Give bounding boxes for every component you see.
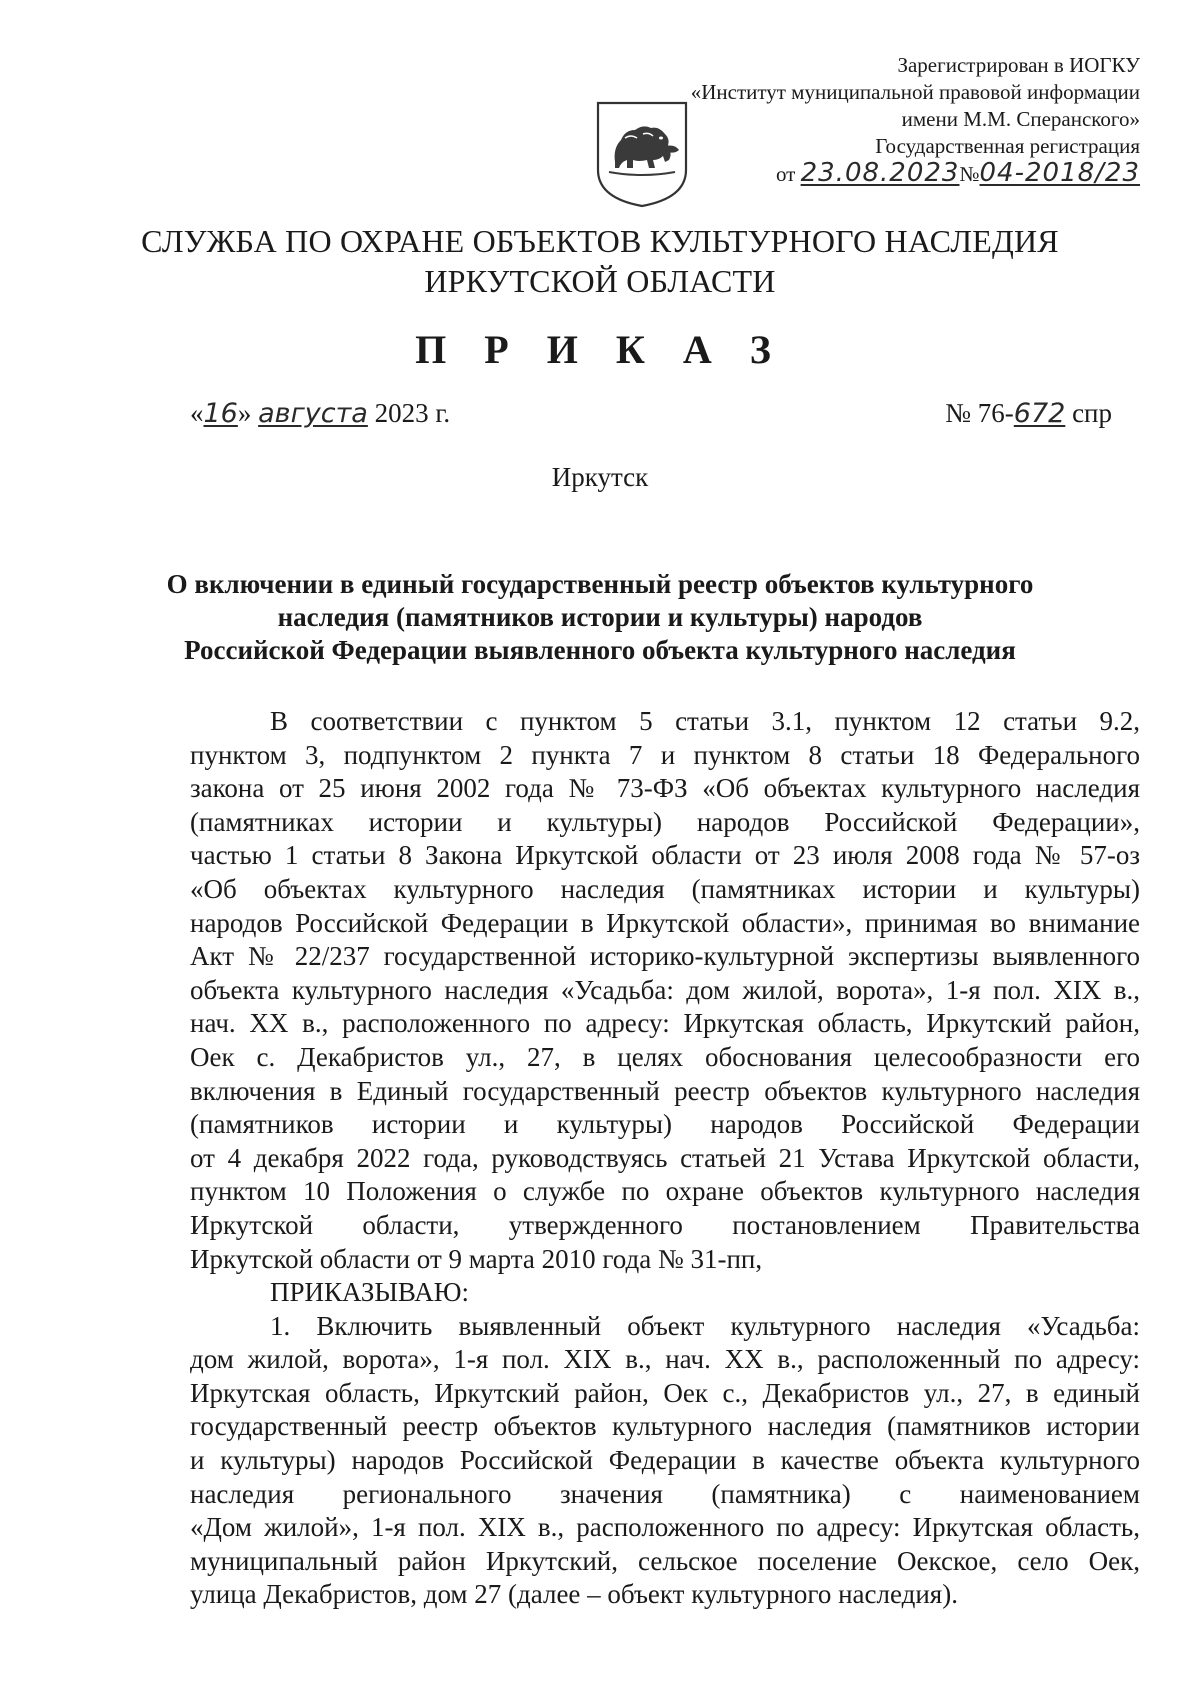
date-year: 2023 г. (374, 398, 451, 428)
body-line: Иркутской области от 9 марта 2010 года № 31-пп, (190, 1243, 763, 1274)
registration-line-2: «Институт муниципальной правовой информации (690, 80, 1140, 104)
subject-line: Российской Федерации выявленного объекта культурного наследия (184, 635, 1016, 665)
date-close-quote: » (237, 398, 252, 428)
order-subject (150, 568, 1050, 667)
body-line: Оек с. Декабристов ул., 27, в целях обоснования целесообразности его (190, 1041, 1140, 1072)
body-line: (памятниках истории и культуры) народов Российской Федерации», (190, 806, 1140, 837)
order-directive: ПРИКАЗЫВАЮ: (270, 1277, 469, 1308)
body-line: дом жилой, ворота», 1-я пол. XIX в., нач. XX в., расположенный по адресу: (190, 1344, 1140, 1375)
body-line: улица Декабристов, дом 27 (далее – объект культурного наследия). (190, 1579, 958, 1610)
registration-number-prefix: № (959, 162, 980, 186)
body-line: пунктом 3, подпунктом 2 пункта 7 и пунктом 8 статьи 18 Федерального (190, 739, 1140, 770)
body-line: частью 1 статьи 8 Закона Иркутской области от 23 июля 2008 года № 57-оз (190, 840, 1140, 871)
order-number-handwritten: 672 (1013, 398, 1066, 429)
registration-date-prefix: от (775, 162, 796, 186)
registration-date-value: 23.08.2023 (800, 158, 960, 188)
body-line: «Дом жилой», 1-я пол. XIX в., расположенного по адресу: Иркутская область, (190, 1512, 1140, 1543)
irkutsk-coat-of-arms-icon (595, 100, 689, 208)
order-body (190, 705, 1140, 1612)
body-line: включения в Единый государственный реестр объектов культурного наследия (190, 1075, 1140, 1106)
body-line: Акт № 22/237 государственной историко-культурной экспертизы выявленного (190, 941, 1140, 972)
order-number-prefix: № 76- (945, 398, 1014, 428)
order-title: П Р И К А З (415, 327, 785, 372)
body-line: «Об объектах культурного наследия (памятниках истории и культуры) (190, 873, 1140, 904)
body-line: муниципальный район Иркутский, сельское поселение Оекское, село Оек, (190, 1545, 1140, 1576)
registration-date-number (620, 160, 1140, 188)
body-line: государственный реестр объектов культурного наследия (памятников истории (190, 1411, 1140, 1442)
body-line: и культуры) народов Российской Федерации в качестве объекта культурного (190, 1445, 1140, 1476)
agency-name-line-2: ИРКУТСКОЙ ОБЛАСТИ (424, 263, 776, 299)
subject-line: наследия (памятников истории и культуры) народов (277, 602, 923, 632)
registration-line-4: Государственная регистрация (875, 134, 1140, 158)
body-line: Иркутская область, Иркутский район, Оек с., Декабристов ул., 27, в единый (190, 1377, 1140, 1408)
body-line: 1. Включить выявленный объект культурного наследия «Усадьба: (270, 1310, 1140, 1341)
order-date (190, 398, 450, 429)
body-line: (памятников истории и культуры) народов Российской Федерации (190, 1109, 1140, 1140)
registration-stamp (620, 52, 1140, 188)
order-number-suffix: спр (1072, 398, 1112, 428)
body-line: объекта культурного наследия «Усадьба: дом жилой, ворота», 1-я пол. XIX в., (190, 974, 1140, 1005)
body-line: В соответствии с пунктом 5 статьи 3.1, пунктом 12 статьи 9.2, (270, 706, 1140, 736)
date-day: 16 (203, 398, 238, 429)
city: Иркутск (551, 462, 649, 492)
registration-line-1: Зарегистрирован в ИОГКУ (897, 53, 1140, 77)
subject-line: О включении в единый государственный реестр объектов культурного (166, 569, 1034, 599)
body-line: нач. XX в., расположенного по адресу: Иркутская область, Иркутский район, (190, 1008, 1140, 1039)
agency-name-line-1: СЛУЖБА ПО ОХРАНЕ ОБЪЕКТОВ КУЛЬТУРНОГО НАСЛЕДИЯ (141, 223, 1059, 259)
registration-line-3: имени М.М. Сперанского» (901, 107, 1140, 131)
date-month: августа (258, 398, 368, 429)
body-line: от 4 декабря 2022 года, руководствуясь статьей 21 Устава Иркутской области, (190, 1142, 1140, 1173)
body-line: закона от 25 июня 2002 года № 73-ФЗ «Об объектах культурного наследия (190, 773, 1140, 804)
registration-number-value: 04-2018/23 (979, 158, 1140, 188)
body-line: пунктом 10 Положения о службе по охране объектов культурного наследия (190, 1176, 1140, 1207)
date-open-quote: « (190, 398, 204, 428)
order-number (945, 398, 1112, 429)
body-line: народов Российской Федерации в Иркутской области», принимая во внимание (190, 907, 1140, 938)
body-line: наследия регионального значения (памятника) с наименованием (190, 1478, 1140, 1509)
body-line: Иркутской области, утвержденного постановлением Правительства (190, 1209, 1140, 1240)
